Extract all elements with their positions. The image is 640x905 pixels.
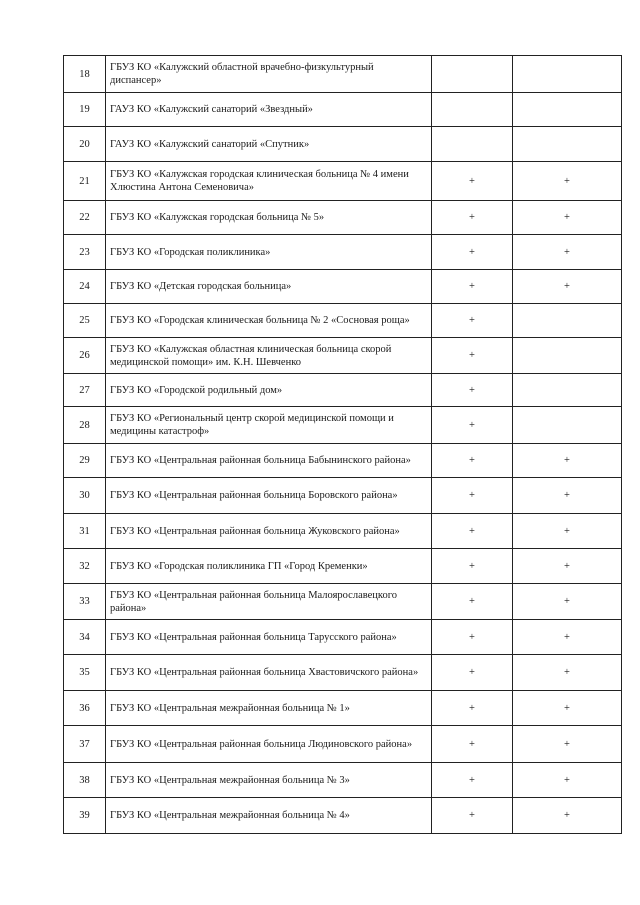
column-1-mark: + [432, 235, 513, 270]
institution-name: ГБУЗ КО «Центральная районная больница Боровского района» [106, 478, 432, 514]
column-1-mark: + [432, 374, 513, 407]
column-2-mark: + [513, 514, 622, 549]
table-row [64, 127, 622, 162]
table-row [64, 270, 622, 304]
table-row [64, 93, 622, 127]
column-2-mark: + [513, 798, 622, 834]
row-number: 23 [64, 235, 106, 270]
institution-name: ГБУЗ КО «Центральная районная больница Хвастовичского района» [106, 655, 432, 691]
institution-name: ГБУЗ КО «Центральная районная больница Тарусского района» [106, 620, 432, 655]
row-number: 35 [64, 655, 106, 691]
table-row [64, 514, 622, 549]
institution-name: ГБУЗ КО «Детская городская больница» [106, 270, 432, 304]
row-number: 29 [64, 444, 106, 478]
column-1-mark: + [432, 691, 513, 726]
column-1-mark: + [432, 270, 513, 304]
table-row [64, 691, 622, 726]
table-row [64, 584, 622, 620]
institutions-table [63, 55, 622, 834]
row-number: 27 [64, 374, 106, 407]
column-2-mark [513, 304, 622, 338]
row-number: 19 [64, 93, 106, 127]
column-2-mark: + [513, 763, 622, 798]
column-1-mark: + [432, 763, 513, 798]
table-row [64, 620, 622, 655]
row-number: 34 [64, 620, 106, 655]
column-1-mark: + [432, 620, 513, 655]
institution-name: ГАУЗ КО «Калужский санаторий «Звездный» [106, 93, 432, 127]
row-number: 36 [64, 691, 106, 726]
institution-name: ГАУЗ КО «Калужский санаторий «Спутник» [106, 127, 432, 162]
column-1-mark: + [432, 201, 513, 235]
table-row [64, 162, 622, 201]
institution-name: ГБУЗ КО «Городская поликлиника» [106, 235, 432, 270]
row-number: 28 [64, 407, 106, 444]
table-row [64, 374, 622, 407]
row-number: 26 [64, 338, 106, 374]
institution-name: ГБУЗ КО «Городской родильный дом» [106, 374, 432, 407]
institution-name: ГБУЗ КО «Центральная межрайонная больница № 3» [106, 763, 432, 798]
institution-name: ГБУЗ КО «Калужский областной врачебно-физкультурный диспансер» [106, 56, 432, 93]
column-2-mark: + [513, 478, 622, 514]
column-1-mark [432, 93, 513, 127]
table-row [64, 726, 622, 763]
column-1-mark [432, 127, 513, 162]
table-row [64, 338, 622, 374]
column-1-mark: + [432, 726, 513, 763]
column-2-mark: + [513, 270, 622, 304]
row-number: 18 [64, 56, 106, 93]
row-number: 20 [64, 127, 106, 162]
column-2-mark [513, 374, 622, 407]
column-1-mark [432, 56, 513, 93]
table-row [64, 235, 622, 270]
column-2-mark: + [513, 549, 622, 584]
row-number: 24 [64, 270, 106, 304]
table-row [64, 798, 622, 834]
table-row [64, 304, 622, 338]
institution-name: ГБУЗ КО «Центральная районная больница Бабынинского района» [106, 444, 432, 478]
row-number: 37 [64, 726, 106, 763]
row-number: 31 [64, 514, 106, 549]
table-row [64, 763, 622, 798]
column-2-mark [513, 407, 622, 444]
column-2-mark: + [513, 162, 622, 201]
institution-name: ГБУЗ КО «Региональный центр скорой медицинской помощи и медицины катастроф» [106, 407, 432, 444]
column-1-mark: + [432, 549, 513, 584]
table-row [64, 478, 622, 514]
column-2-mark: + [513, 444, 622, 478]
column-2-mark: + [513, 584, 622, 620]
column-2-mark: + [513, 201, 622, 235]
column-1-mark: + [432, 584, 513, 620]
column-1-mark: + [432, 655, 513, 691]
table-row [64, 655, 622, 691]
column-2-mark [513, 127, 622, 162]
column-2-mark: + [513, 655, 622, 691]
institution-name: ГБУЗ КО «Центральная межрайонная больница № 4» [106, 798, 432, 834]
table-body [64, 56, 622, 834]
table-row [64, 549, 622, 584]
column-1-mark: + [432, 798, 513, 834]
column-1-mark: + [432, 444, 513, 478]
column-1-mark: + [432, 162, 513, 201]
column-1-mark: + [432, 338, 513, 374]
institution-name: ГБУЗ КО «Центральная районная больница Малоярославецкого района» [106, 584, 432, 620]
column-2-mark [513, 93, 622, 127]
row-number: 30 [64, 478, 106, 514]
table-row [64, 56, 622, 93]
row-number: 38 [64, 763, 106, 798]
institution-name: ГБУЗ КО «Калужская городская клиническая больница № 4 имени Хлюстина Антона Семеновича» [106, 162, 432, 201]
column-2-mark [513, 56, 622, 93]
column-1-mark: + [432, 304, 513, 338]
column-2-mark: + [513, 691, 622, 726]
column-2-mark: + [513, 235, 622, 270]
row-number: 21 [64, 162, 106, 201]
row-number: 32 [64, 549, 106, 584]
table-row [64, 201, 622, 235]
column-2-mark: + [513, 620, 622, 655]
row-number: 39 [64, 798, 106, 834]
row-number: 22 [64, 201, 106, 235]
institution-name: ГБУЗ КО «Центральная межрайонная больница № 1» [106, 691, 432, 726]
institution-name: ГБУЗ КО «Калужская городская больница № 5» [106, 201, 432, 235]
column-2-mark [513, 338, 622, 374]
column-2-mark: + [513, 726, 622, 763]
institution-name: ГБУЗ КО «Городская поликлиника ГП «Город Кременки» [106, 549, 432, 584]
column-1-mark: + [432, 478, 513, 514]
column-1-mark: + [432, 514, 513, 549]
column-1-mark: + [432, 407, 513, 444]
institution-name: ГБУЗ КО «Центральная районная больница Людиновского района» [106, 726, 432, 763]
institution-name: ГБУЗ КО «Центральная районная больница Жуковского района» [106, 514, 432, 549]
table-row [64, 407, 622, 444]
institution-name: ГБУЗ КО «Городская клиническая больница № 2 «Сосновая роща» [106, 304, 432, 338]
institution-name: ГБУЗ КО «Калужская областная клиническая больница скорой медицинской помощи» им. К.Н. Шевченко [106, 338, 432, 374]
table-row [64, 444, 622, 478]
row-number: 25 [64, 304, 106, 338]
row-number: 33 [64, 584, 106, 620]
